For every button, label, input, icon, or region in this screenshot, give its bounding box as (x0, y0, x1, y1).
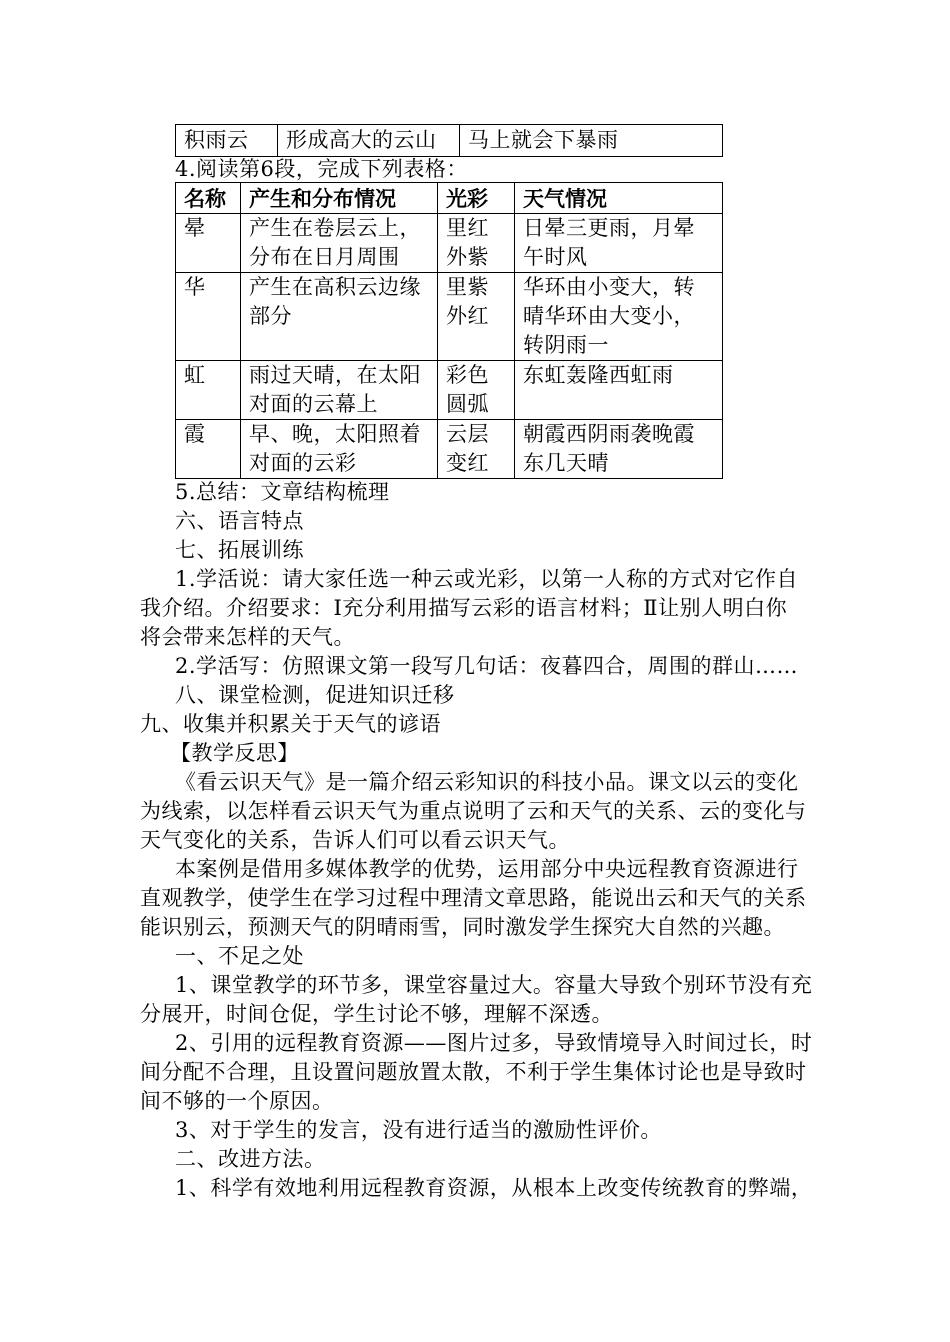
table-cell: 虹 (176, 361, 241, 420)
paragraph-line: 为线索，以怎样看云识天气为重点说明了云和天气的关系、云的变化与 (140, 799, 807, 823)
table-row (176, 361, 723, 420)
table-cell: 产生在高积云边缘部分 (241, 273, 438, 361)
column-header: 名称 (176, 183, 241, 214)
table-cell: 霞 (176, 420, 241, 479)
section-heading: 一、不足之处 (175, 944, 304, 968)
paragraph-line: 我介绍。介绍要求：Ⅰ充分利用描写云彩的语言材料；Ⅱ让别人明白你 (140, 596, 788, 620)
table-row (176, 420, 723, 479)
paragraph-line: 分展开，时间仓促，学生讨论不够，理解不深透。 (140, 1002, 613, 1026)
paragraph-line: 间分配不合理，且设置问题放置太散，不利于学生集体讨论也是导致时 (140, 1060, 807, 1084)
table-cell: 形成高大的云山 (278, 125, 460, 157)
paragraph-line: 本案例是借用多媒体教学的优势，运用部分中央远程教育资源进行 (175, 857, 799, 881)
paragraph-line: 天气变化的关系，告诉人们可以看云识天气。 (140, 828, 570, 852)
column-header: 光彩 (438, 183, 515, 214)
paragraph-line: 2.学活写：仿照课文第一段写几句话：夜暮四合，周围的群山…… (175, 654, 799, 678)
section-heading: 九、收集并积累关于天气的谚语 (140, 712, 441, 736)
table-cell: 东虹轰隆西虹雨 (515, 361, 723, 420)
table-cell: 里红外紫 (438, 214, 515, 273)
table-cell: 华 (176, 273, 241, 361)
section-heading: 六、语言特点 (175, 509, 304, 533)
section-heading: 二、改进方法。 (175, 1147, 326, 1171)
paragraph-line: 1、科学有效地利用远程教育资源，从根本上改变传统教育的弊端， (175, 1176, 813, 1200)
table-cell: 华环由小变大，转晴华环由大变小，转阴雨一 (515, 273, 723, 361)
paragraph-line: 能识别云，预测天气的阴晴雨雪，同时激发学生探究大自然的兴趣。 (140, 915, 785, 939)
table-row (176, 273, 723, 361)
table-cell: 晕 (176, 214, 241, 273)
table-row (176, 214, 723, 273)
optics-table (175, 182, 723, 479)
paragraph-line: 1.学活说：请大家任选一种云或光彩，以第一人称的方式对它作自 (175, 567, 799, 591)
table-cell: 彩色圆弧 (438, 361, 515, 420)
table-cell: 朝霞西阴雨袭晚霞东几天晴 (515, 420, 723, 479)
question-4: 4.阅读第6段，完成下列表格： (175, 157, 468, 181)
section-heading: 八、课堂检测，促进知识迁移 (175, 683, 455, 707)
table-row (176, 125, 723, 157)
paragraph-line: 3、对于学生的发言，没有进行适当的激励性评价。 (175, 1118, 662, 1142)
table-cell: 马上就会下暴雨 (460, 125, 723, 157)
column-header: 产生和分布情况 (241, 183, 438, 214)
table-header-row (176, 183, 723, 214)
section-heading: 七、拓展训练 (175, 538, 304, 562)
paragraph-line: 将会带来怎样的天气。 (140, 625, 355, 649)
reflection-heading: 【教学反思】 (170, 741, 299, 765)
table-cell: 云层变红 (438, 420, 515, 479)
table-cell: 里紫外红 (438, 273, 515, 361)
table-cell: 雨过天晴，在太阳对面的云幕上 (241, 361, 438, 420)
cloud-table-tail (175, 124, 723, 157)
table-cell: 早、晚，太阳照着对面的云彩 (241, 420, 438, 479)
paragraph-line: 《看云识天气》是一篇介绍云彩知识的科技小品。课文以云的变化 (175, 770, 799, 794)
paragraph-line: 1、课堂教学的环节多，课堂容量过大。容量大导致个别环节没有充 (175, 973, 813, 997)
table-cell: 产生在卷层云上，分布在日月周围 (241, 214, 438, 273)
paragraph-line: 直观教学，使学生在学习过程中理清文章思路，能说出云和天气的关系 (140, 886, 807, 910)
table-cell: 日晕三更雨，月晕午时风 (515, 214, 723, 273)
summary-line: 5.总结：文章结构梳理 (175, 480, 390, 504)
table-cell: 积雨云 (176, 125, 278, 157)
column-header: 天气情况 (515, 183, 723, 214)
paragraph-line: 间不够的一个原因。 (140, 1089, 334, 1113)
paragraph-line: 2、引用的远程教育资源——图片过多，导致情境导入时间过长，时 (175, 1031, 813, 1055)
